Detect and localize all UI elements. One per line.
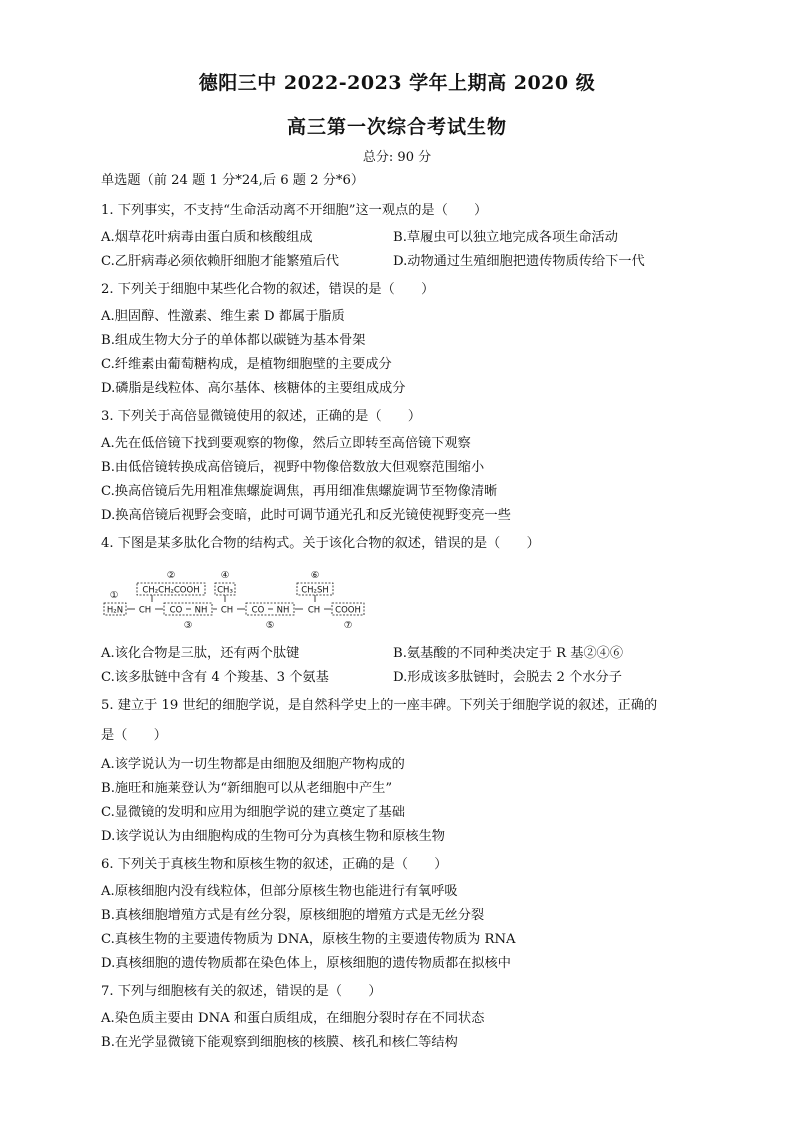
q5-option-c: C.显微镜的发明和应用为细胞学说的建立奠定了基础 xyxy=(101,805,405,820)
carbonyl-1: CO xyxy=(169,605,183,616)
q1-option-d: D.动物通过生殖细胞把遗传物质传给下一代 xyxy=(393,254,645,269)
q3-option-c: C.换高倍镜后先用粗准焦螺旋调焦，再用细准焦螺旋调节至物像清晰 xyxy=(101,484,498,499)
imino-2: NH xyxy=(276,605,290,616)
label-2: ② xyxy=(166,570,176,581)
alpha-carbon-2: CH xyxy=(220,605,234,616)
label-7: ⑦ xyxy=(343,620,353,631)
label-6: ⑥ xyxy=(310,570,320,581)
q3-stem: 3. 下列关于高倍显微镜使用的叙述，正确的是（ ） xyxy=(101,409,422,424)
q6-option-b: B.真核细胞增殖方式是有丝分裂，原核细胞的增殖方式是无丝分裂 xyxy=(101,908,485,923)
exam-title-line2: 高三第一次综合考试生物 xyxy=(286,116,507,138)
q5-option-d: D.该学说认为由细胞构成的生物可分为真核生物和原核生物 xyxy=(101,829,445,844)
label-4: ④ xyxy=(220,570,230,581)
q7-option-a: A.染色质主要由 DNA 和蛋白质组成，在细胞分裂时存在不同状态 xyxy=(101,1011,485,1026)
q4-option-b: B.氨基酸的不同种类决定于 R 基②④⑥ xyxy=(393,646,624,661)
r-group-2: CH₂CH₂COOH xyxy=(142,585,200,596)
q3-option-d: D.换高倍镜后视野会变暗，此时可调节通光孔和反光镜使视野变亮一些 xyxy=(101,508,511,523)
q4-option-a: A.该化合物是三肽，还有两个肽键 xyxy=(101,646,300,661)
q6-stem: 6. 下列关于真核生物和原核生物的叙述，正确的是（ ） xyxy=(101,857,448,872)
q6-option-c: C.真核生物的主要遗传物质为 DNA，原核生物的主要遗传物质为 RNA xyxy=(101,932,516,947)
q2-option-d: D.磷脂是线粒体、高尔基体、核糖体的主要组成成分 xyxy=(101,381,406,396)
carbonyl-2: CO xyxy=(251,605,265,616)
q1-option-b: B.草履虫可以独立地完成各项生命活动 xyxy=(393,230,618,245)
q1-option-a: A.烟草花叶病毒由蛋白质和核酸组成 xyxy=(101,230,313,245)
label-1: ① xyxy=(109,590,119,601)
q3-option-a: A.先在低倍镜下找到要观察的物像，然后立即转至高倍镜下观察 xyxy=(101,436,471,451)
exam-title-line1: 德阳三中 2022-2023 学年上期高 2020 级 xyxy=(198,72,596,94)
total-score: 总分: 90 分 xyxy=(362,150,432,165)
q2-stem: 2. 下列关于细胞中某些化合物的叙述，错误的是（ ） xyxy=(101,282,435,297)
q5-stem-line1: 5. 建立于 19 世纪的细胞学说，是自然科学史上的一座丰碑。下列关于细胞学说的叙述，正确的 xyxy=(101,698,658,713)
q1-option-c: C.乙肝病毒必须依赖肝细胞才能繁殖后代 xyxy=(101,254,339,269)
label-3: ③ xyxy=(183,620,193,631)
q5-stem-line2: 是（ ） xyxy=(101,728,167,743)
carboxyl-group: COOH xyxy=(335,605,361,616)
amino-group: H₂N xyxy=(106,605,124,616)
section-label: 单选题（前 24 题 1 分*24,后 6 题 2 分*6） xyxy=(101,173,365,188)
q2-option-c: C.纤维素由葡萄糖构成，是植物细胞壁的主要成分 xyxy=(101,357,392,372)
alpha-carbon-1: CH xyxy=(138,605,152,616)
q4-option-d: D.形成该多肽链时，会脱去 2 个水分子 xyxy=(393,670,622,685)
polypeptide-structure-diagram xyxy=(103,570,373,632)
r-group-6: CH₂SH xyxy=(301,585,329,596)
q2-option-a: A.胆固醇、性激素、维生素 D 都属于脂质 xyxy=(101,309,345,324)
q7-option-b: B.在光学显微镜下能观察到细胞核的核膜、核孔和核仁等结构 xyxy=(101,1035,458,1050)
q6-option-d: D.真核细胞的遗传物质都在染色体上，原核细胞的遗传物质都在拟核中 xyxy=(101,956,511,971)
q5-option-b: B.施旺和施莱登认为“新细胞可以从老细胞中产生” xyxy=(101,781,393,796)
q1-stem: 1. 下列事实，不支持“生命活动离不开细胞”这一观点的是（ ） xyxy=(101,203,488,218)
q2-option-b: B.组成生物大分子的单体都以碳链为基本骨架 xyxy=(101,333,366,348)
q4-stem: 4. 下图是某多肽化合物的结构式。关于该化合物的叙述，错误的是（ ） xyxy=(101,536,540,551)
q7-stem: 7. 下列与细胞核有关的叙述，错误的是（ ） xyxy=(101,984,382,999)
imino-1: NH xyxy=(194,605,208,616)
q4-option-c: C.该多肽链中含有 4 个羧基、3 个氨基 xyxy=(101,670,329,685)
label-5: ⑤ xyxy=(265,620,275,631)
r-group-4: CH₃ xyxy=(217,585,233,596)
alpha-carbon-3: CH xyxy=(307,605,321,616)
q3-option-b: B.由低倍镜转换成高倍镜后，视野中物像倍数放大但观察范围缩小 xyxy=(101,460,485,475)
q5-option-a: A.该学说认为一切生物都是由细胞及细胞产物构成的 xyxy=(101,757,405,772)
q6-option-a: A.原核细胞内没有线粒体，但部分原核生物也能进行有氧呼吸 xyxy=(101,884,458,899)
